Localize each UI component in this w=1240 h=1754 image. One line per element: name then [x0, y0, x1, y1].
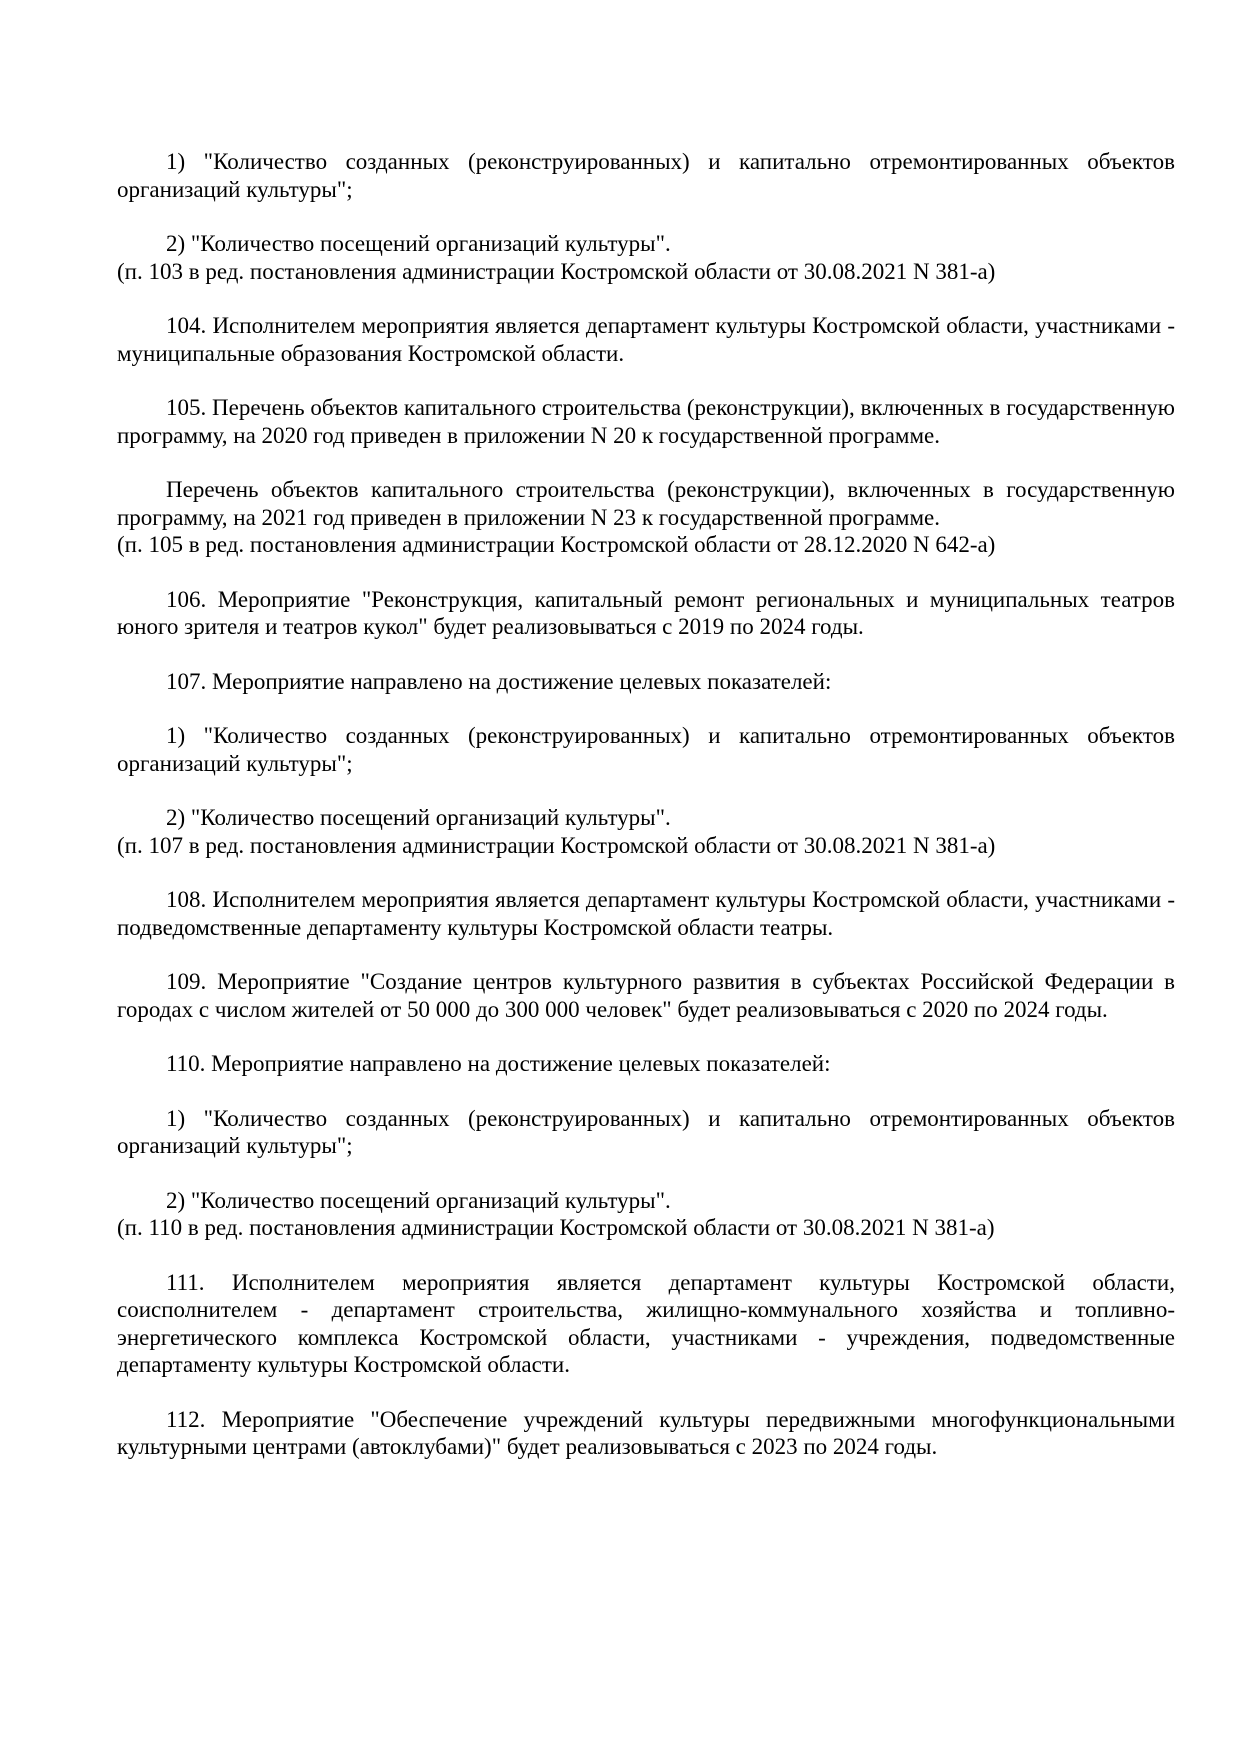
paragraph-text: 108. Исполнителем мероприятия является департамент культуры Костромской области, участниками - подведомственные департаменту культуры Костромской области театры. — [117, 887, 1175, 940]
paragraph-block — [117, 1269, 1175, 1379]
amendment-note: (п. 110 в ред. постановления администрации Костромской области от 30.08.2021 N 381-а) — [117, 1215, 995, 1240]
amendment-note: (п. 107 в ред. постановления администрации Костромской области от 30.08.2021 N 381-а) — [117, 832, 996, 858]
paragraph-block — [117, 668, 1175, 696]
paragraph-text: 104. Исполнителем мероприятия является департамент культуры Костромской области, участниками - муниципальные образования Костромской области. — [117, 313, 1175, 366]
paragraph-text: 1) "Количество созданных (реконструированных) и капитально отремонтированных объектов организаций культуры"; — [117, 723, 1175, 776]
paragraph-text: 2) "Количество посещений организаций культуры". — [166, 1187, 671, 1213]
paragraph-text: 107. Мероприятие направлено на достижение целевых показателей: — [166, 668, 832, 694]
paragraph-text: 109. Мероприятие "Создание центров культурного развития в субъектах Российской Федерации в городах с числом жителей от 50 000 до 300 000 человек" будет реализовываться с 2020 по 2024 годы. — [117, 969, 1175, 1022]
paragraph-text: 111. Исполнителем мероприятия является департамент культуры Костромской области, соисполнителем - департамент строительства, жилищно-коммунального хозяйства и топливно-энергетического комплекса Костромской области, участниками - учреждения, подведомственные департаменту культуры Костромской области. — [117, 1269, 1175, 1377]
paragraph-block — [117, 1406, 1175, 1461]
document-page — [117, 148, 1175, 1488]
paragraph-text: 105. Перечень объектов капитального строительства (реконструкции), включенных в государственную программу, на 2020 год приведен в приложении N 20 к государственной программе. — [117, 395, 1175, 448]
paragraph-block — [117, 476, 1175, 559]
paragraph-block — [117, 394, 1175, 449]
paragraph-text: Перечень объектов капитального строительства (реконструкции), включенных в государственную программу, на 2021 год приведен в приложении N 23 к государственной программе. — [117, 477, 1175, 530]
paragraph-block — [117, 1050, 1175, 1078]
paragraph-block — [117, 722, 1175, 777]
amendment-note: (п. 103 в ред. постановления администрации Костромской области от 30.08.2021 N 381-а) — [117, 258, 996, 284]
paragraph-block — [117, 230, 1175, 285]
paragraph-block — [117, 968, 1175, 1023]
paragraph-text: 1) "Количество созданных (реконструированных) и капитально отремонтированных объектов организаций культуры"; — [117, 1105, 1175, 1158]
paragraph-text: 106. Мероприятие "Реконструкция, капитальный ремонт региональных и муниципальных театров юного зрителя и театров кукол" будет реализовываться с 2019 по 2024 годы. — [117, 586, 1175, 639]
paragraph-block — [117, 804, 1175, 859]
paragraph-text: 2) "Количество посещений организаций культуры". — [166, 231, 671, 256]
paragraph-block — [117, 886, 1175, 941]
paragraph-block — [117, 1105, 1175, 1160]
amendment-note: (п. 105 в ред. постановления администрации Костромской области от 28.12.2020 N 642-а) — [117, 532, 996, 557]
paragraph-block — [117, 148, 1175, 203]
paragraph-block — [117, 1187, 1175, 1242]
paragraph-text: 1) "Количество созданных (реконструированных) и капитально отремонтированных объектов организаций культуры"; — [117, 149, 1175, 202]
paragraph-text: 2) "Количество посещений организаций культуры". — [166, 805, 671, 830]
paragraph-text: 112. Мероприятие "Обеспечение учреждений культуры передвижными многофункциональными культурными центрами (автоклубами)" будет реализовываться с 2023 по 2024 годы. — [117, 1406, 1175, 1459]
paragraph-block — [117, 312, 1175, 367]
paragraph-text: 110. Мероприятие направлено на достижение целевых показателей: — [166, 1051, 831, 1076]
paragraph-block — [117, 586, 1175, 641]
